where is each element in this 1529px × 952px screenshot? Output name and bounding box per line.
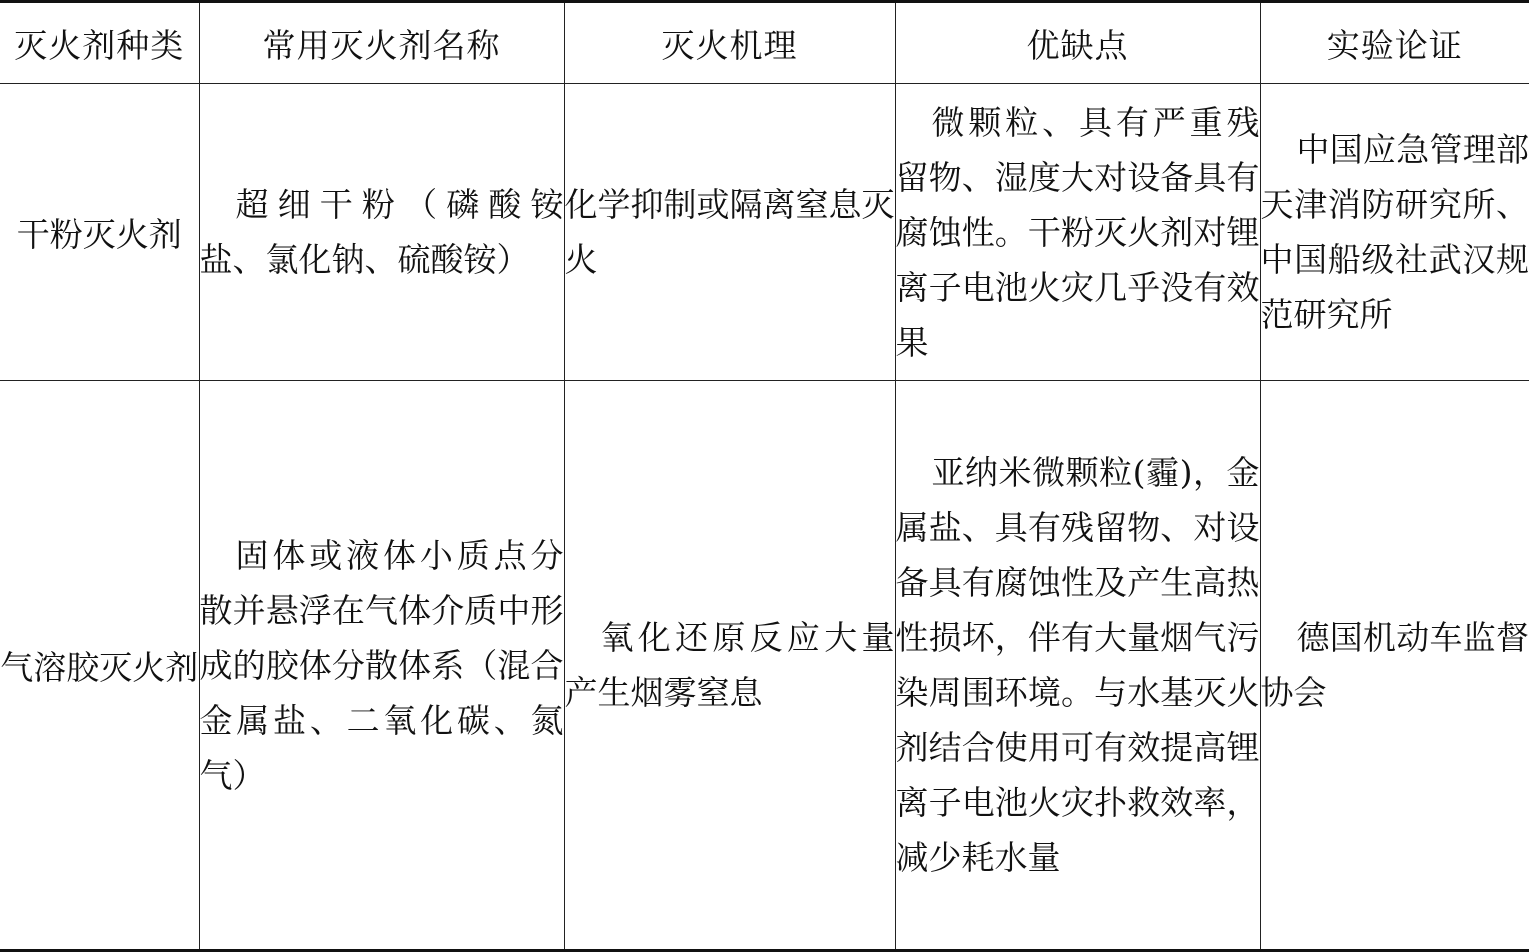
cell-mechanism: 氧化还原反应大量产生烟雾窒息 bbox=[564, 381, 895, 951]
header-agent-type: 灭火剂种类 bbox=[0, 2, 199, 84]
header-row bbox=[0, 2, 1529, 84]
header-pros-cons: 优缺点 bbox=[895, 2, 1260, 84]
cell-validation: 中国应急管理部天津消防研究所、中国船级社武汉规范研究所 bbox=[1260, 84, 1529, 381]
cell-pros-cons: 微颗粒、具有严重残留物、湿度大对设备具有腐蚀性。干粉灭火剂对锂离子电池火灾几乎没有效果 bbox=[895, 84, 1260, 381]
cell-agent-type: 气溶胶灭火剂 bbox=[0, 381, 199, 951]
cell-validation: 德国机动车监督协会 bbox=[1260, 381, 1529, 951]
cell-agent-name: 超细干粉（磷酸铵盐、氯化钠、硫酸铵） bbox=[199, 84, 564, 381]
table-row bbox=[0, 381, 1529, 951]
cell-mechanism: 化学抑制或隔离窒息灭火 bbox=[564, 84, 895, 381]
table-row bbox=[0, 84, 1529, 381]
header-agent-name: 常用灭火剂名称 bbox=[199, 2, 564, 84]
cell-agent-type: 干粉灭火剂 bbox=[0, 84, 199, 381]
header-validation: 实验论证 bbox=[1260, 2, 1529, 84]
header-mechanism: 灭火机理 bbox=[564, 2, 895, 84]
cell-agent-name: 固体或液体小质点分散并悬浮在气体介质中形成的胶体分散体系（混合金属盐、二氧化碳、氮气） bbox=[199, 381, 564, 951]
cell-pros-cons: 亚纳米微颗粒(霾)，金属盐、具有残留物、对设备具有腐蚀性及产生高热性损坏，伴有大量烟气污染周围环境。与水基灭火剂结合使用可有效提高锂离子电池火灾扑救效率，减少耗水量 bbox=[895, 381, 1260, 951]
